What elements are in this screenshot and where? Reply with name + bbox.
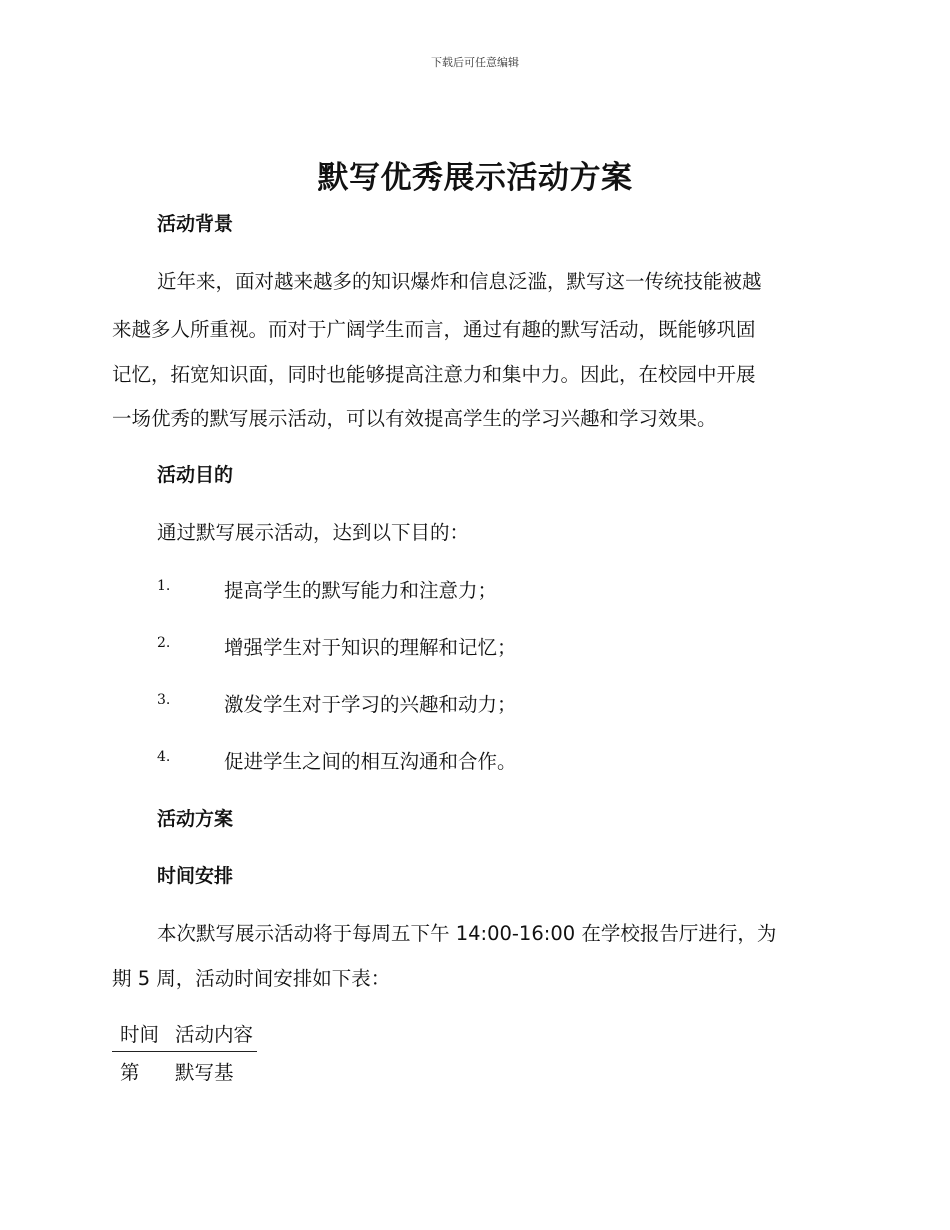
heading-background: 活动背景 <box>157 213 234 235</box>
background-line: 来越多人所重视。而对于广阔学生而言，通过有趣的默写活动，既能够巩固 <box>112 318 756 341</box>
heading-purpose: 活动目的 <box>157 464 234 486</box>
list-text: 增强学生对于知识的理解和记忆； <box>224 636 517 659</box>
background-line: 近年来，面对越来越多的知识爆炸和信息泛滥，默写这一传统技能被越 <box>157 270 762 293</box>
table-header-time: 时间 <box>120 1023 160 1046</box>
header-note: 下载后可任意编辑 <box>431 56 519 69</box>
table-row <box>112 1052 257 1087</box>
schedule-line: 本次默写展示活动将于每周五下午 14:00-16:00 在学校报告厅进行，为 <box>157 922 777 945</box>
purpose-intro: 通过默写展示活动，达到以下目的： <box>157 521 470 544</box>
background-line: 记忆，拓宽知识面，同时也能够提高注意力和集中力。因此，在校园中开展 <box>112 363 756 386</box>
document-title: 默写优秀展示活动方案 <box>317 160 633 196</box>
list-number: 4. <box>157 749 171 765</box>
table-header-row <box>112 1020 257 1052</box>
list-text: 提高学生的默写能力和注意力； <box>224 579 498 602</box>
schedule-line: 期 5 周，活动时间安排如下表： <box>112 967 391 990</box>
heading-plan: 活动方案 <box>157 808 234 830</box>
table-header-content: 活动内容 <box>175 1023 254 1046</box>
list-number: 2. <box>157 635 171 651</box>
list-number: 1. <box>157 578 171 594</box>
table-cell-time: 第 <box>120 1061 140 1084</box>
list-number: 3. <box>157 692 171 708</box>
background-line: 一场优秀的默写展示活动，可以有效提高学生的学习兴趣和学习效果。 <box>112 407 717 430</box>
table-cell-content: 默写基 <box>175 1061 234 1084</box>
list-text: 促进学生之间的相互沟通和合作。 <box>224 750 517 773</box>
list-text: 激发学生对于学习的兴趣和动力； <box>224 693 517 716</box>
schedule-table <box>112 1020 257 1087</box>
heading-schedule: 时间安排 <box>157 865 234 887</box>
